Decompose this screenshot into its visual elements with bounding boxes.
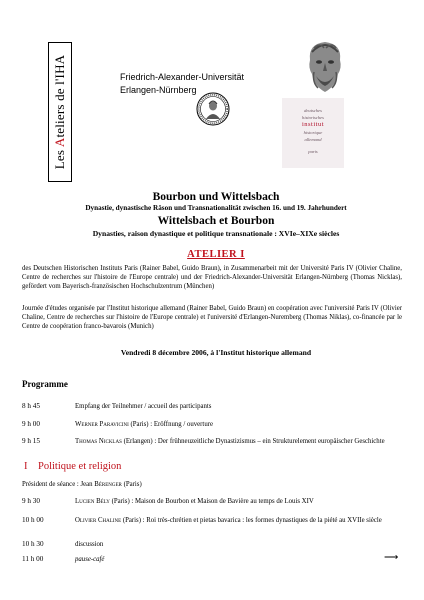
university-seal-icon (196, 92, 230, 126)
programme-heading: Programme (22, 379, 68, 389)
university-name: Friedrich-Alexander-Universität (120, 72, 245, 82)
programme-time: 10 h 00 (22, 516, 44, 524)
iha-logo: deutsches historisches institut historique allemand paris (282, 98, 344, 168)
programme-entry: Empfang der Teilnehmer / accueil des participants (75, 403, 212, 410)
next-page-arrow-icon: ⟶ (384, 552, 399, 563)
french-title: Wittelsbach et Bourbon (157, 215, 275, 227)
atelier-heading: ATELIER I (187, 249, 245, 260)
programme-entry: pause-café (75, 556, 105, 563)
sculpture-head-icon (302, 38, 348, 96)
programme-entry: Thomas Nicklas (Erlangen) : Der frühneuzeitliche Dynastizismus – ein Strukturelement europäischer Geschichte (75, 438, 385, 445)
event-date: Vendredi 8 décembre 2006, à l'Institut historique allemand (120, 348, 312, 357)
programme-time: 10 h 30 (22, 540, 44, 548)
german-title: Bourbon und Wittelsbach (152, 191, 280, 203)
german-subtitle: Dynastie, dynastische Räson und Transnationalität zwischen 16. und 19. Jahrhundert (85, 204, 347, 212)
series-label-box (48, 42, 72, 182)
university-city: Erlangen-Nürnberg (120, 85, 197, 95)
german-description: des Deutschen Historischen Instituts Paris (Rainer Babel, Guido Braun), in Zusammenarbeit mit der Université Paris IV (Olivier Chaline, Centre de recherches sur l'histoire de l'Europe centrale) und der Friedrich-Alexander-Universität Erlangen-Nürnberg (Thomas Nicklas), gefördert vom Bayerisch-französischen Hochschulzentrum (München) (22, 265, 402, 290)
programme-entry: Lucien Bély (Paris) : Maison de Bourbon et Maison de Bavière au temps de Louis XIV (75, 498, 314, 505)
french-subtitle: Dynasties, raison dynastique et politique transnationale : XVIe–XIXe siècles (92, 229, 340, 238)
programme-entry: Olivier Chaline (Paris) : Roi très-chrétien et pietas bavarica : les formes dynastiques de la piété au XVIIe siècle (75, 517, 382, 524)
section-heading: I Politique et religion (24, 461, 122, 472)
programme-time: 9 h 00 (22, 420, 40, 428)
programme-time: 9 h 15 (22, 437, 40, 445)
programme-time: 11 h 00 (22, 555, 44, 563)
programme-time: 9 h 30 (22, 497, 40, 505)
programme-entry: discussion (75, 541, 104, 548)
french-description: Journée d'études organisée par l'Institut historique allemand (Rainer Babel, Guido Braun) en coopération avec l'université Paris IV (Olivier Chaline, Centre de recherches sur l'histoire de l'Europe centrale) et l'université d'Erlangen-Nuremberg (Thomas Niklas), co-financée par le Centre de coopération franco-bavarois (Munich) (22, 305, 402, 330)
session-president: Président de séance : Jean Bérenger (Paris) (22, 481, 142, 488)
programme-entry: Werner Paravicini (Paris) : Eröffnung / ouverture (75, 421, 213, 428)
series-title: Les Ateliers de l'IHA (52, 54, 67, 170)
programme-time: 8 h 45 (22, 402, 40, 410)
